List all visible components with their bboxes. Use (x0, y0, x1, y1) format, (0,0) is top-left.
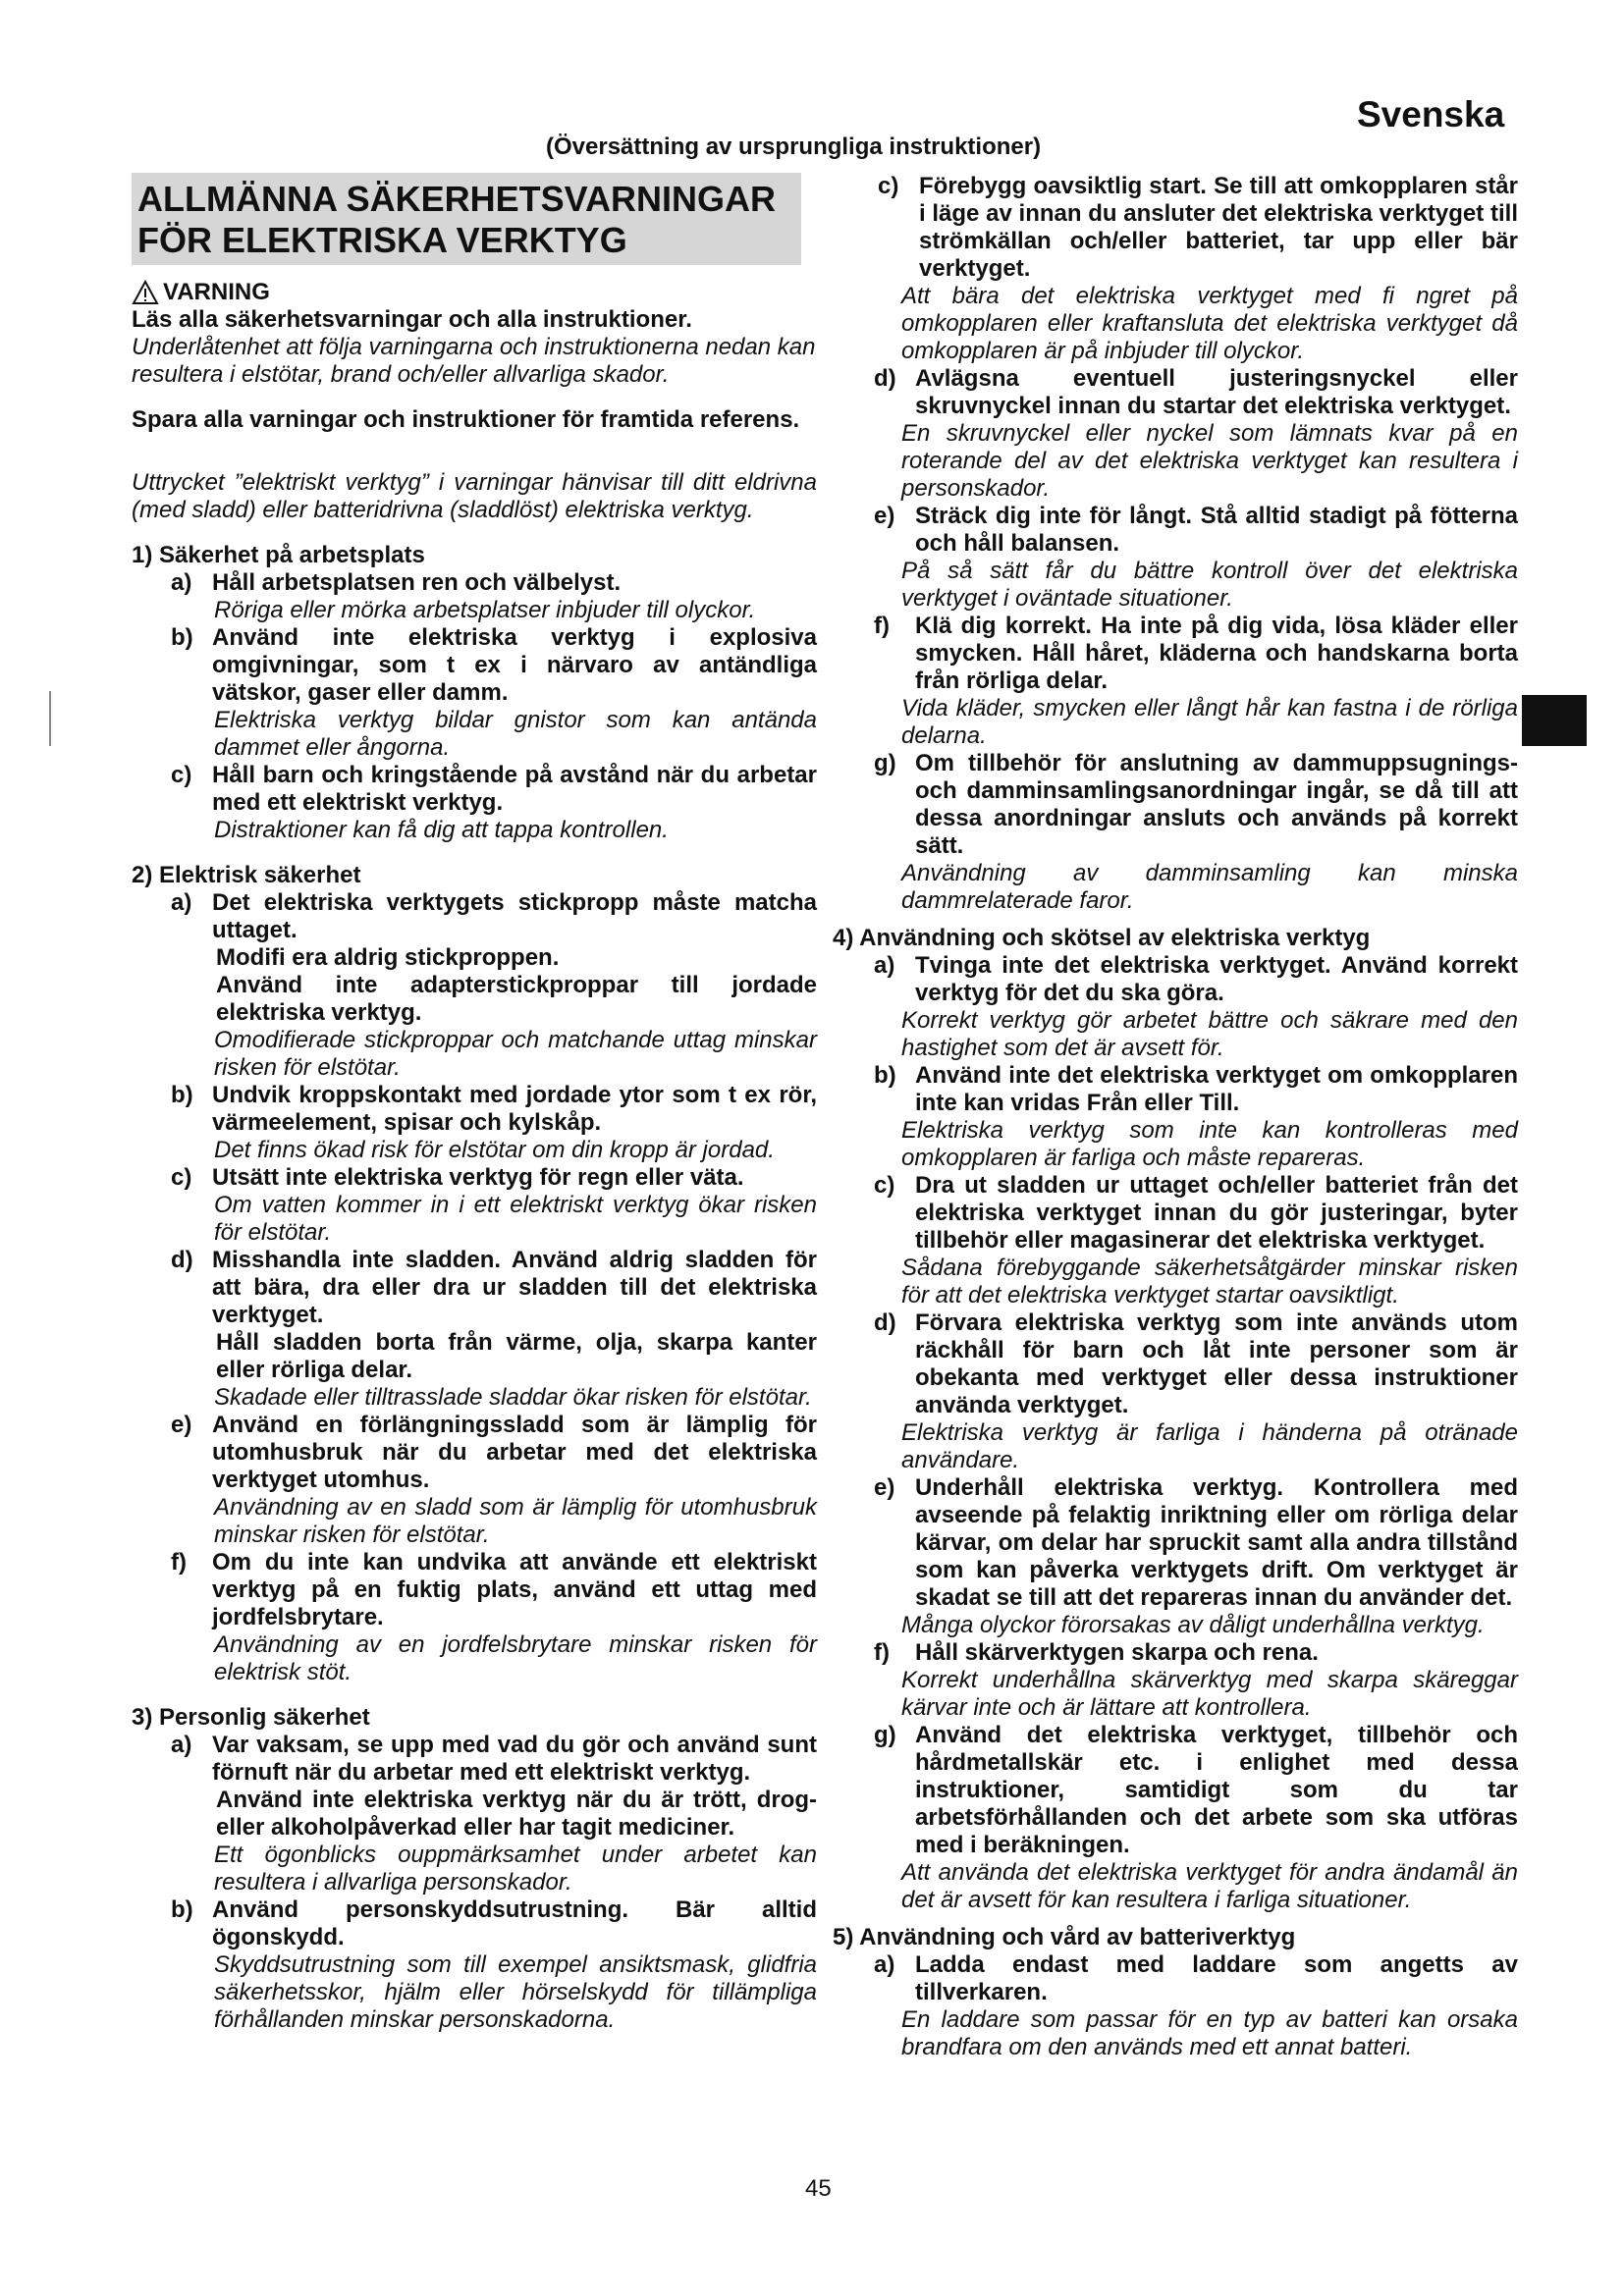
list-item: b) Använd personskyddsutrustning. Bär alltid ögonskydd. (171, 1896, 817, 1950)
language-tab-marker (1522, 695, 1587, 746)
item-note: Om vatten kommer in i ett elektriskt verktyg ökar risken för elstötar. (214, 1192, 817, 1246)
title-line-2: FÖR ELEKTRISKA VERKTYG (137, 220, 627, 260)
list-item: a) Ladda endast med laddare som angetts av tillverkaren. (874, 1951, 1518, 2005)
list-item: c) Dra ut sladden ur uttaget och/eller batteriet från det elektriska verktyget innan du gör justeringar, byter tillbehör eller magasinerar det elektriska verktyget. (874, 1172, 1518, 1254)
list-item: c) Förebygg oavsiktlig start. Se till att omkopplaren står i läge av innan du ansluter det elektriska verktyget till strömkällan och/eller batteriet, tar upp eller bär verktyget. (878, 173, 1518, 282)
warning-heading (132, 279, 817, 306)
item-note: Elektriska verktyg är farliga i händerna på otränade användare. (901, 1419, 1518, 1473)
list-item: f) Håll skärverktygen skarpa och rena. (874, 1639, 1319, 1666)
list-item: a) Det elektriska verktygets stickpropp måste matcha uttaget. (171, 889, 817, 943)
item-extra: Använd inte adapterstickproppar till jordade elektriska verktyg. (216, 972, 817, 1026)
list-item: d) Avlägsna eventuell justeringsnyckel eller skruvnyckel innan du startar det elektriska verktyget. (874, 365, 1518, 419)
item-note: Användning av damminsamling kan minska dammrelaterade faror. (901, 860, 1518, 914)
item-note: På så sätt får du bättre kontroll över det elektriska verktyget i oväntade situationer. (901, 558, 1518, 612)
page-number: 45 (805, 2175, 832, 2202)
list-item: c) Håll barn och kringstående på avstånd när du arbetar med ett elektriskt verktyg. (171, 762, 817, 816)
list-item: f) Om du inte kan undvika att använde ett elektriskt verktyg på en fuktig plats, använd ett uttag med jordfelsbrytare. (171, 1549, 817, 1630)
list-item: a) Var vaksam, se upp med vad du gör och använd sunt förnuft när du arbetar med ett elektriskt verktyg. (171, 1732, 817, 1786)
right-column (833, 173, 1518, 2061)
read-all-text: Läs alla säkerhetsvarningar och alla instruktioner. (132, 306, 692, 333)
item-note: Många olyckor förorsakas av dåligt underhållna verktyg. (901, 1612, 1485, 1638)
list-item: f) Klä dig korrekt. Ha inte på dig vida, lösa kläder eller smycken. Håll håret, kläderna och handskarna borta från rörliga delar. (874, 613, 1518, 694)
list-item: b) Använd inte elektriska verktyg i explosiva omgivningar, som t ex i närvaro av antändliga vätskor, gaser eller damm. (171, 624, 817, 706)
translation-subtitle: (Översättning av ursprungliga instruktioner) (546, 133, 1042, 160)
list-item: b) Undvik kroppskontakt med jordade ytor som t ex rör, värmeelement, spisar och kylskåp. (171, 1082, 817, 1136)
item-note: Skyddsutrustning som till exempel ansiktsmask, glidfria säkerhetsskor, hjälm eller hörselskydd för tillämpliga förhållanden minskar personskadorna. (214, 1951, 817, 2033)
margin-mark (49, 691, 51, 746)
list-item: e) Använd en förlängningssladd som är lämplig för utomhusbruk när du arbetar med det elektriska verktyget utomhus. (171, 1412, 817, 1493)
section-4-title: 4) Användning och skötsel av elektriska verktyg (833, 925, 1371, 951)
item-note: Sådana förebyggande säkerhetsåtgärder minskar risken för att det elektriska verktyget startar oavsiktligt. (901, 1255, 1518, 1308)
item-note: En laddare som passar för en typ av batteri kan orsaka brandfara om den används med ett annat batteri. (901, 2006, 1518, 2060)
title-line-1: ALLMÄNNA SÄKERHETSVARNINGAR (137, 179, 776, 219)
list-item: a) Tvinga inte det elektriska verktyget. Använd korrekt verktyg för det du ska göra. (874, 952, 1518, 1006)
item-note: Korrekt underhållna skärverktyg med skarpa skäreggar kärvar inte och är lättare att kontrollera. (901, 1667, 1518, 1721)
item-note: Omodifierade stickproppar och matchande uttag minskar risken för elstötar. (214, 1027, 817, 1081)
list-item: a) Håll arbetsplatsen ren och välbelyst. (171, 569, 622, 596)
item-extra: Modifi era aldrig stickproppen. (216, 944, 560, 971)
item-note: Röriga eller mörka arbetsplatser inbjuder till olyckor. (214, 597, 756, 623)
section-5-title: 5) Användning och vård av batteriverktyg (833, 1924, 1296, 1950)
item-extra: Använd inte elektriska verktyg när du är trött, drog- eller alkoholpåverkad eller har tagit mediciner. (216, 1787, 817, 1841)
item-note: En skruvnyckel eller nyckel som lämnats kvar på en roterande del av det elektriska verktyget kan resultera i personskador. (901, 420, 1518, 502)
list-item: b) Använd inte det elektriska verktyget om omkopplaren inte kan vridas Från eller Till. (874, 1062, 1518, 1116)
list-item: d) Förvara elektriska verktyg som inte används utom räckhåll för barn och låt inte personer som är obekanta med verktyget eller dessa instruktioner använda verktyget. (874, 1309, 1518, 1418)
section-2-title: 2) Elektrisk säkerhet (132, 862, 361, 888)
list-item: g) Använd det elektriska verktyget, tillbehör och hårdmetallskär etc. i enlighet med dessa instruktioner, samtidigt som du tar arbetsförhållanden och det arbete som ska utföras med i beräkningen. (874, 1722, 1518, 1858)
section-1-title: 1) Säkerhet på arbetsplats (132, 542, 425, 568)
page-title (132, 173, 801, 265)
language-label: Svenska (1357, 94, 1505, 134)
warning-triangle-icon (132, 280, 159, 305)
item-note: Skadade eller tilltrasslade sladdar ökar risken för elstötar. (214, 1384, 812, 1411)
list-item: g) Om tillbehör för anslutning av dammuppsugnings- och damminsamlingsanordningar ingår, se då till att dessa anordningar ansluts och används på korrekt sätt. (874, 750, 1518, 859)
list-item: e) Underhåll elektriska verktyg. Kontrollera med avseende på felaktig inriktning eller om rörliga delar kärvar, om delar har spruckit samt alla andra tillstånd som kan påverka verktygets drift. Om verktyget är skadat se till att det repareras innan du använder det. (874, 1474, 1518, 1611)
save-text: Spara alla varningar och instruktioner för framtida referens. (132, 406, 800, 433)
item-note: Korrekt verktyg gör arbetet bättre och säkrare med den hastighet som det är avsett för. (901, 1007, 1518, 1061)
list-item: d) Misshandla inte sladden. Använd aldrig sladden för att bära, dra eller dra ur sladden till det elektriska verktyget. (171, 1247, 817, 1328)
item-note: Vida kläder, smycken eller långt hår kan fastna i de rörliga delarna. (901, 695, 1518, 749)
item-note: Distraktioner kan få dig att tappa kontrollen. (214, 817, 669, 843)
left-column (132, 173, 817, 2034)
list-item: e) Sträck dig inte för långt. Stå alltid stadigt på fötterna och håll balansen. (874, 503, 1518, 557)
item-note: Att bära det elektriska verktyget med fi ngret på omkopplaren eller kraftansluta det elektriska verktyget då omkopplaren är på inbjuder till olyckor. (901, 283, 1518, 364)
item-note: Det finns ökad risk för elstötar om din kropp är jordad. (214, 1137, 775, 1163)
section-3-title: 3) Personlig säkerhet (132, 1704, 370, 1731)
term-text: Uttrycket ”elektriskt verktyg” i varningar hänvisar till ditt eldrivna (med sladd) eller batteridrivna (sladdlöst) elektriska verktyg. (132, 469, 817, 523)
list-item: c) Utsätt inte elektriska verktyg för regn eller väta. (171, 1164, 744, 1191)
warning-label: VARNING (163, 279, 270, 305)
item-note: Elektriska verktyg bildar gnistor som kan antända dammet eller ångorna. (214, 707, 817, 761)
failure-text: Underlåtenhet att följa varningarna och instruktionerna nedan kan resultera i elstötar, brand och/eller allvarliga skador. (132, 334, 816, 388)
item-note: Användning av en jordfelsbrytare minskar risken för elektrisk stöt. (214, 1631, 817, 1685)
item-note: Att använda det elektriska verktyget för andra ändamål än det är avsett för kan resultera i farliga situationer. (901, 1859, 1518, 1913)
item-note: Användning av en sladd som är lämplig för utomhusbruk minskar risken för elstötar. (214, 1494, 817, 1548)
item-note: Elektriska verktyg som inte kan kontrolleras med omkopplaren är farliga och måste repareras. (901, 1117, 1518, 1171)
item-note: Ett ögonblicks ouppmärksamhet under arbetet kan resultera i allvarliga personskador. (214, 1842, 817, 1896)
item-extra: Håll sladden borta från värme, olja, skarpa kanter eller rörliga delar. (216, 1329, 817, 1383)
